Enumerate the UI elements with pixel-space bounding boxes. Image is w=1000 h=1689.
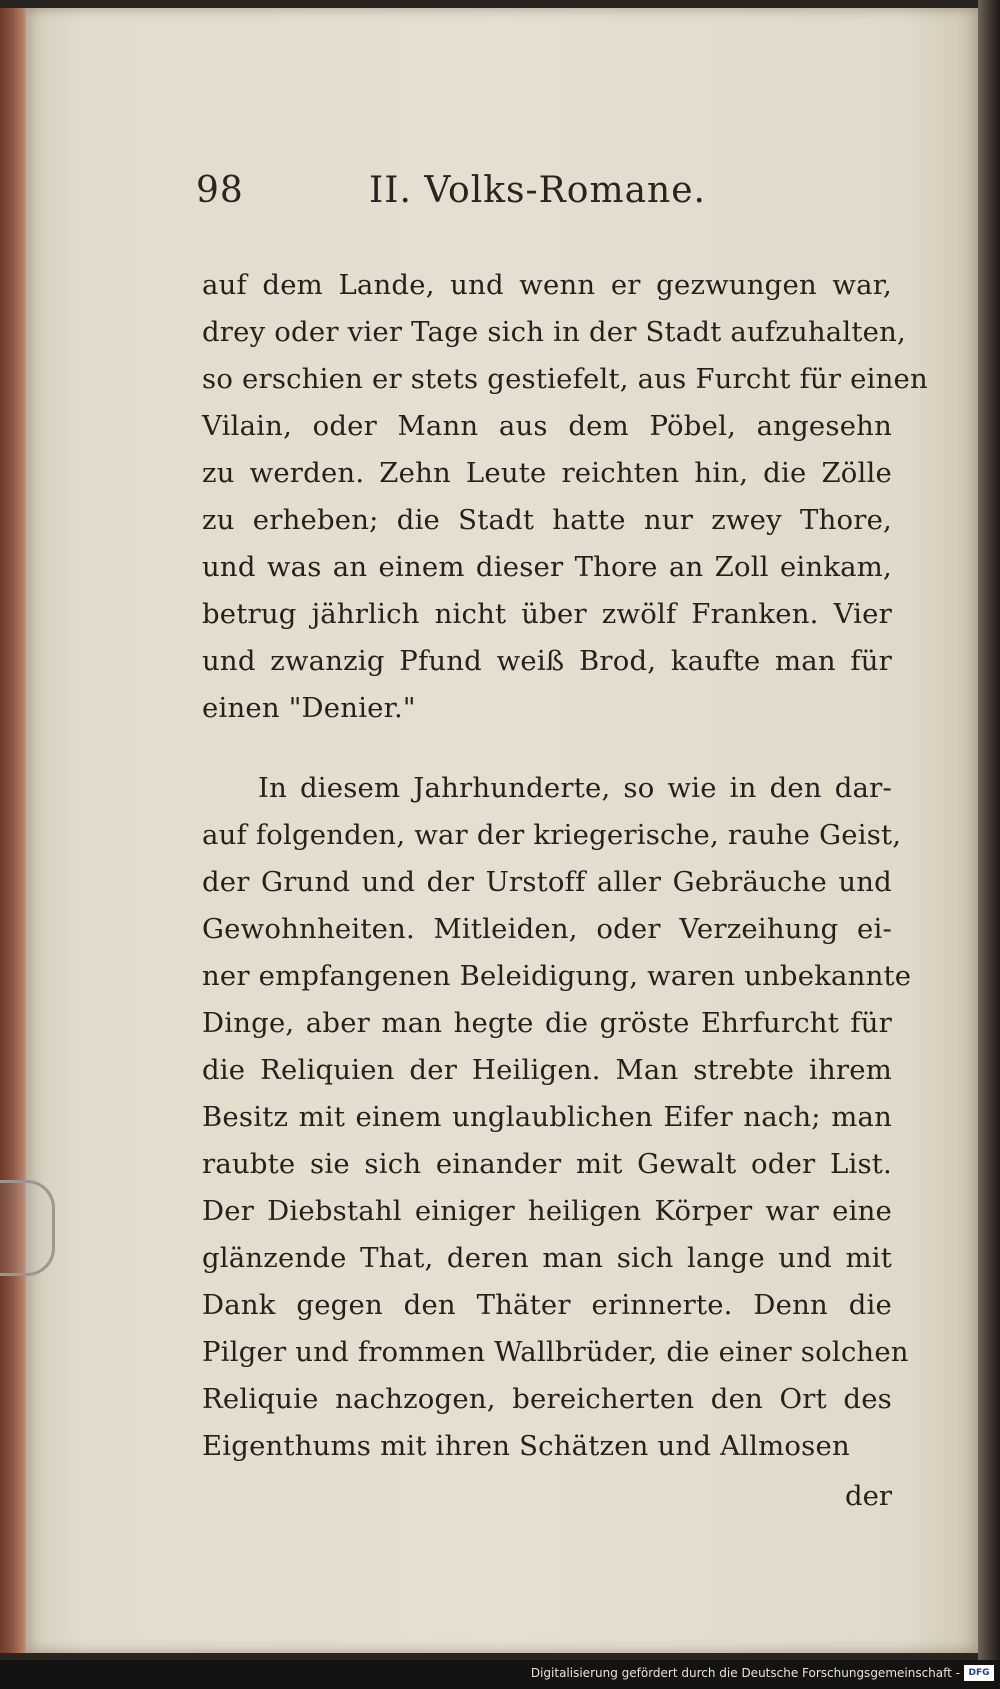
text-line: betrug jährlich nicht über zwölf Franken. Vier xyxy=(202,598,892,630)
text-line: Vilain, oder Mann aus dem Pöbel, angesehn xyxy=(202,410,892,442)
text-line: so erschien er stets gestiefelt, aus Furcht für einen xyxy=(202,363,928,395)
text-line: raubte sie sich einander mit Gewalt oder List. xyxy=(202,1148,892,1180)
text-line: glänzende That, deren man sich lange und mit xyxy=(202,1242,892,1274)
text-line: Dinge, aber man hegte die gröste Ehrfurcht für xyxy=(202,1007,892,1039)
text-line: zu werden. Zehn Leute reichten hin, die Zölle xyxy=(202,457,892,489)
text-line: Gewohnheiten. Mitleiden, oder Verzeihung ei- xyxy=(202,913,892,945)
text-line: und zwanzig Pfund weiß Brod, kaufte man für xyxy=(202,645,892,677)
running-title: II. Volks-Romane. xyxy=(369,170,706,211)
text-line: die Reliquien der Heiligen. Man strebte ihrem xyxy=(202,1054,892,1086)
catchword: der xyxy=(844,1480,892,1512)
funding-credit: Digitalisierung gefördert durch die Deutsche Forschungsgemeinschaft - xyxy=(530,1666,960,1680)
paragraph-1 xyxy=(202,262,928,732)
page-clip xyxy=(0,1180,55,1276)
paragraph-2 xyxy=(202,765,912,1470)
text-line: Besitz mit einem unglaublichen Eifer nach; man xyxy=(202,1101,892,1133)
text-line: ner empfangenen Beleidigung, waren unbekannte xyxy=(202,960,912,992)
text-line: Der Diebstahl einiger heiligen Körper war eine xyxy=(202,1195,892,1227)
text-line: auf folgenden, war der kriegerische, rauhe Geist, xyxy=(202,819,902,851)
book-edge-left xyxy=(0,8,28,1653)
text-line: In diesem Jahrhunderte, so wie in den dar- xyxy=(258,772,892,804)
text-line: Eigenthums mit ihren Schätzen und Allmosen xyxy=(202,1430,850,1462)
text-line: einen "Denier." xyxy=(202,692,416,724)
text-line: auf dem Lande, und wenn er gezwungen war, xyxy=(202,269,892,301)
text-line: der Grund und der Urstoff aller Gebräuche und xyxy=(202,866,892,898)
footer-bar xyxy=(0,1660,1000,1689)
dfg-logo: DFG xyxy=(964,1665,994,1681)
text-line: Pilger und frommen Wallbrüder, die einer solchen xyxy=(202,1336,909,1368)
text-line: und was an einem dieser Thore an Zoll einkam, xyxy=(202,551,892,583)
text-line: drey oder vier Tage sich in der Stadt aufzuhalten, xyxy=(202,316,906,348)
book-edge-right xyxy=(978,0,1000,1660)
page-number: 98 xyxy=(196,170,244,211)
text-line: Dank gegen den Thäter erinnerte. Denn die xyxy=(202,1289,892,1321)
text-line: zu erheben; die Stadt hatte nur zwey Thore, xyxy=(202,504,892,536)
text-line: Reliquie nachzogen, bereicherten den Ort des xyxy=(202,1383,892,1415)
